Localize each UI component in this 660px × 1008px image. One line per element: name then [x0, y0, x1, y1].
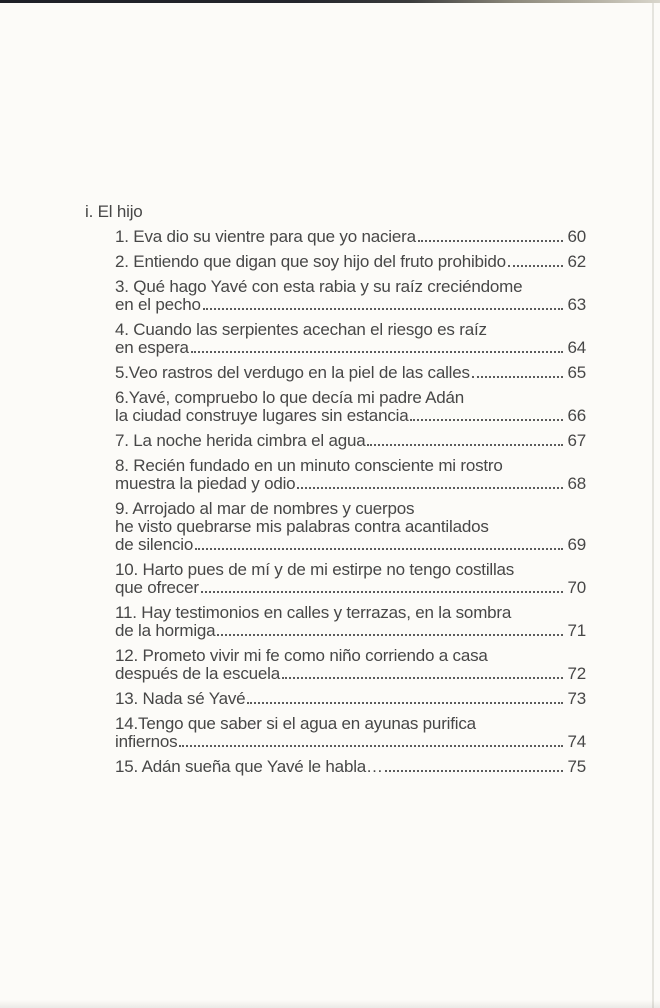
leader-dots — [282, 677, 563, 679]
toc-entry-leader-line — [115, 733, 586, 751]
toc-entry — [115, 647, 586, 683]
leader-dots — [297, 487, 563, 489]
page-number: 67 — [567, 431, 586, 450]
toc-entry-leader-line — [115, 364, 586, 382]
toc-entry-text: he visto quebrarse mis palabras contra acantilados — [115, 517, 489, 536]
toc-entry-line — [115, 457, 586, 475]
page-number: 69 — [567, 535, 586, 554]
toc-entry — [115, 500, 586, 554]
toc-entry-text: 9. Arrojado al mar de nombres y cuerpos — [115, 499, 415, 518]
leader-dots — [201, 591, 563, 593]
toc-entry-leader-line — [115, 407, 586, 425]
toc-entry-leader-line — [115, 622, 586, 640]
section-heading: i. El hijo — [85, 202, 143, 221]
toc-entry-leader-line — [115, 296, 586, 314]
page-number: 70 — [567, 578, 586, 597]
toc-entry — [115, 364, 586, 382]
scan-right-edge — [652, 3, 654, 1008]
toc-entry — [115, 604, 586, 640]
toc-entry — [115, 758, 586, 776]
toc-entry-text: 8. Recién fundado en un minuto consciente mi rostro — [115, 456, 503, 475]
page-number: 62 — [567, 252, 586, 271]
toc-entry-text: 5.Veo rastros del verdugo en la piel de las calles — [115, 363, 470, 382]
toc-entry — [115, 432, 586, 450]
toc-entry-text: en espera — [115, 338, 189, 357]
toc-entry-text: 6.Yavé, compruebo lo que decía mi padre Adán — [115, 388, 465, 407]
toc-entry-text: de la hormiga — [115, 621, 216, 640]
toc-entry-text: 13. Nada sé Yavé — [115, 689, 246, 708]
leader-dots — [472, 376, 563, 378]
leader-dots — [508, 265, 563, 267]
toc-entry-text: 14.Tengo que saber si el agua en ayunas purifica — [115, 714, 476, 733]
toc-entry-text: 3. Qué hago Yavé con esta rabia y su raíz creciéndome — [115, 277, 523, 296]
scan-top-edge — [0, 0, 660, 3]
page-number: 75 — [567, 757, 586, 776]
toc-entry-leader-line — [115, 536, 586, 554]
toc-content — [85, 203, 586, 783]
page-number: 64 — [567, 338, 586, 357]
toc-entry — [115, 389, 586, 425]
leader-dots — [367, 444, 563, 446]
toc-entry-text: 11. Hay testimonios en calles y terrazas, en la sombra — [115, 603, 512, 622]
page-number: 72 — [567, 664, 586, 683]
toc-entry-text: 7. La noche herida cimbra el agua — [115, 431, 366, 450]
toc-entry-text: infiernos — [115, 732, 178, 751]
toc-entry-text: de silencio — [115, 535, 194, 554]
toc-entry-line — [115, 321, 586, 339]
page-number: 63 — [567, 295, 586, 314]
toc-entry — [115, 457, 586, 493]
toc-entry-leader-line — [115, 758, 586, 776]
toc-entry-text: que ofrecer — [115, 578, 199, 597]
toc-entry-text: muestra la piedad y odio — [115, 474, 296, 493]
toc-entry-text: 2. Entiendo que digan que soy hijo del fruto prohibido — [115, 252, 506, 271]
page-number: 74 — [567, 732, 586, 751]
toc-entry-line — [115, 647, 586, 665]
page-number: 73 — [567, 689, 586, 708]
toc-entry — [115, 228, 586, 246]
toc-entry — [115, 561, 586, 597]
toc-entry-leader-line — [115, 253, 586, 271]
toc-entry-leader-line — [115, 665, 586, 683]
leader-dots — [418, 240, 563, 242]
toc-entry-line — [115, 278, 586, 296]
leader-dots — [195, 548, 563, 550]
toc-entry-line — [115, 604, 586, 622]
toc-entry-text: 12. Prometo vivir mi fe como niño corriendo a casa — [115, 646, 488, 665]
toc-entry-text: 1. Eva dio su vientre para que yo naciera — [115, 227, 416, 246]
leader-dots — [217, 634, 563, 636]
toc-entry-leader-line — [115, 339, 586, 357]
scan-bottom-shade — [0, 1000, 660, 1008]
toc-entry-line — [115, 518, 586, 536]
toc-entry-text: después de la escuela — [115, 664, 280, 683]
toc-entry-line — [115, 561, 586, 579]
leader-dots — [385, 770, 563, 772]
toc-entry — [115, 715, 586, 751]
toc-entry-line — [115, 500, 586, 518]
toc-entry-leader-line — [115, 690, 586, 708]
page-number: 71 — [567, 621, 586, 640]
page-number: 65 — [567, 363, 586, 382]
toc-entry — [115, 690, 586, 708]
toc-entry-line — [115, 715, 586, 733]
toc-entry-text: 10. Harto pues de mí y de mi estirpe no tengo costillas — [115, 560, 515, 579]
leader-dots — [203, 308, 563, 310]
page-number: 60 — [567, 227, 586, 246]
toc-entry-leader-line — [115, 228, 586, 246]
toc-entry-leader-line — [115, 475, 586, 493]
leader-dots — [410, 419, 563, 421]
toc-entry — [115, 278, 586, 314]
toc-entry-leader-line — [115, 432, 586, 450]
leader-dots — [247, 702, 563, 704]
toc-entry-line — [115, 389, 586, 407]
toc-entry-text: la ciudad construye lugares sin estancia — [115, 406, 409, 425]
toc-entry-leader-line — [115, 579, 586, 597]
toc-entry-text: 4. Cuando las serpientes acechan el riesgo es raíz — [115, 320, 487, 339]
toc-entries — [85, 228, 586, 776]
toc-entry — [115, 253, 586, 271]
leader-dots — [191, 351, 563, 353]
page-number: 68 — [567, 474, 586, 493]
toc-entry-text: en el pecho — [115, 295, 201, 314]
leader-dots — [179, 745, 563, 747]
page-number: 66 — [567, 406, 586, 425]
toc-entry — [115, 321, 586, 357]
toc-entry-text: 15. Adán sueña que Yavé le habla… — [115, 757, 383, 776]
